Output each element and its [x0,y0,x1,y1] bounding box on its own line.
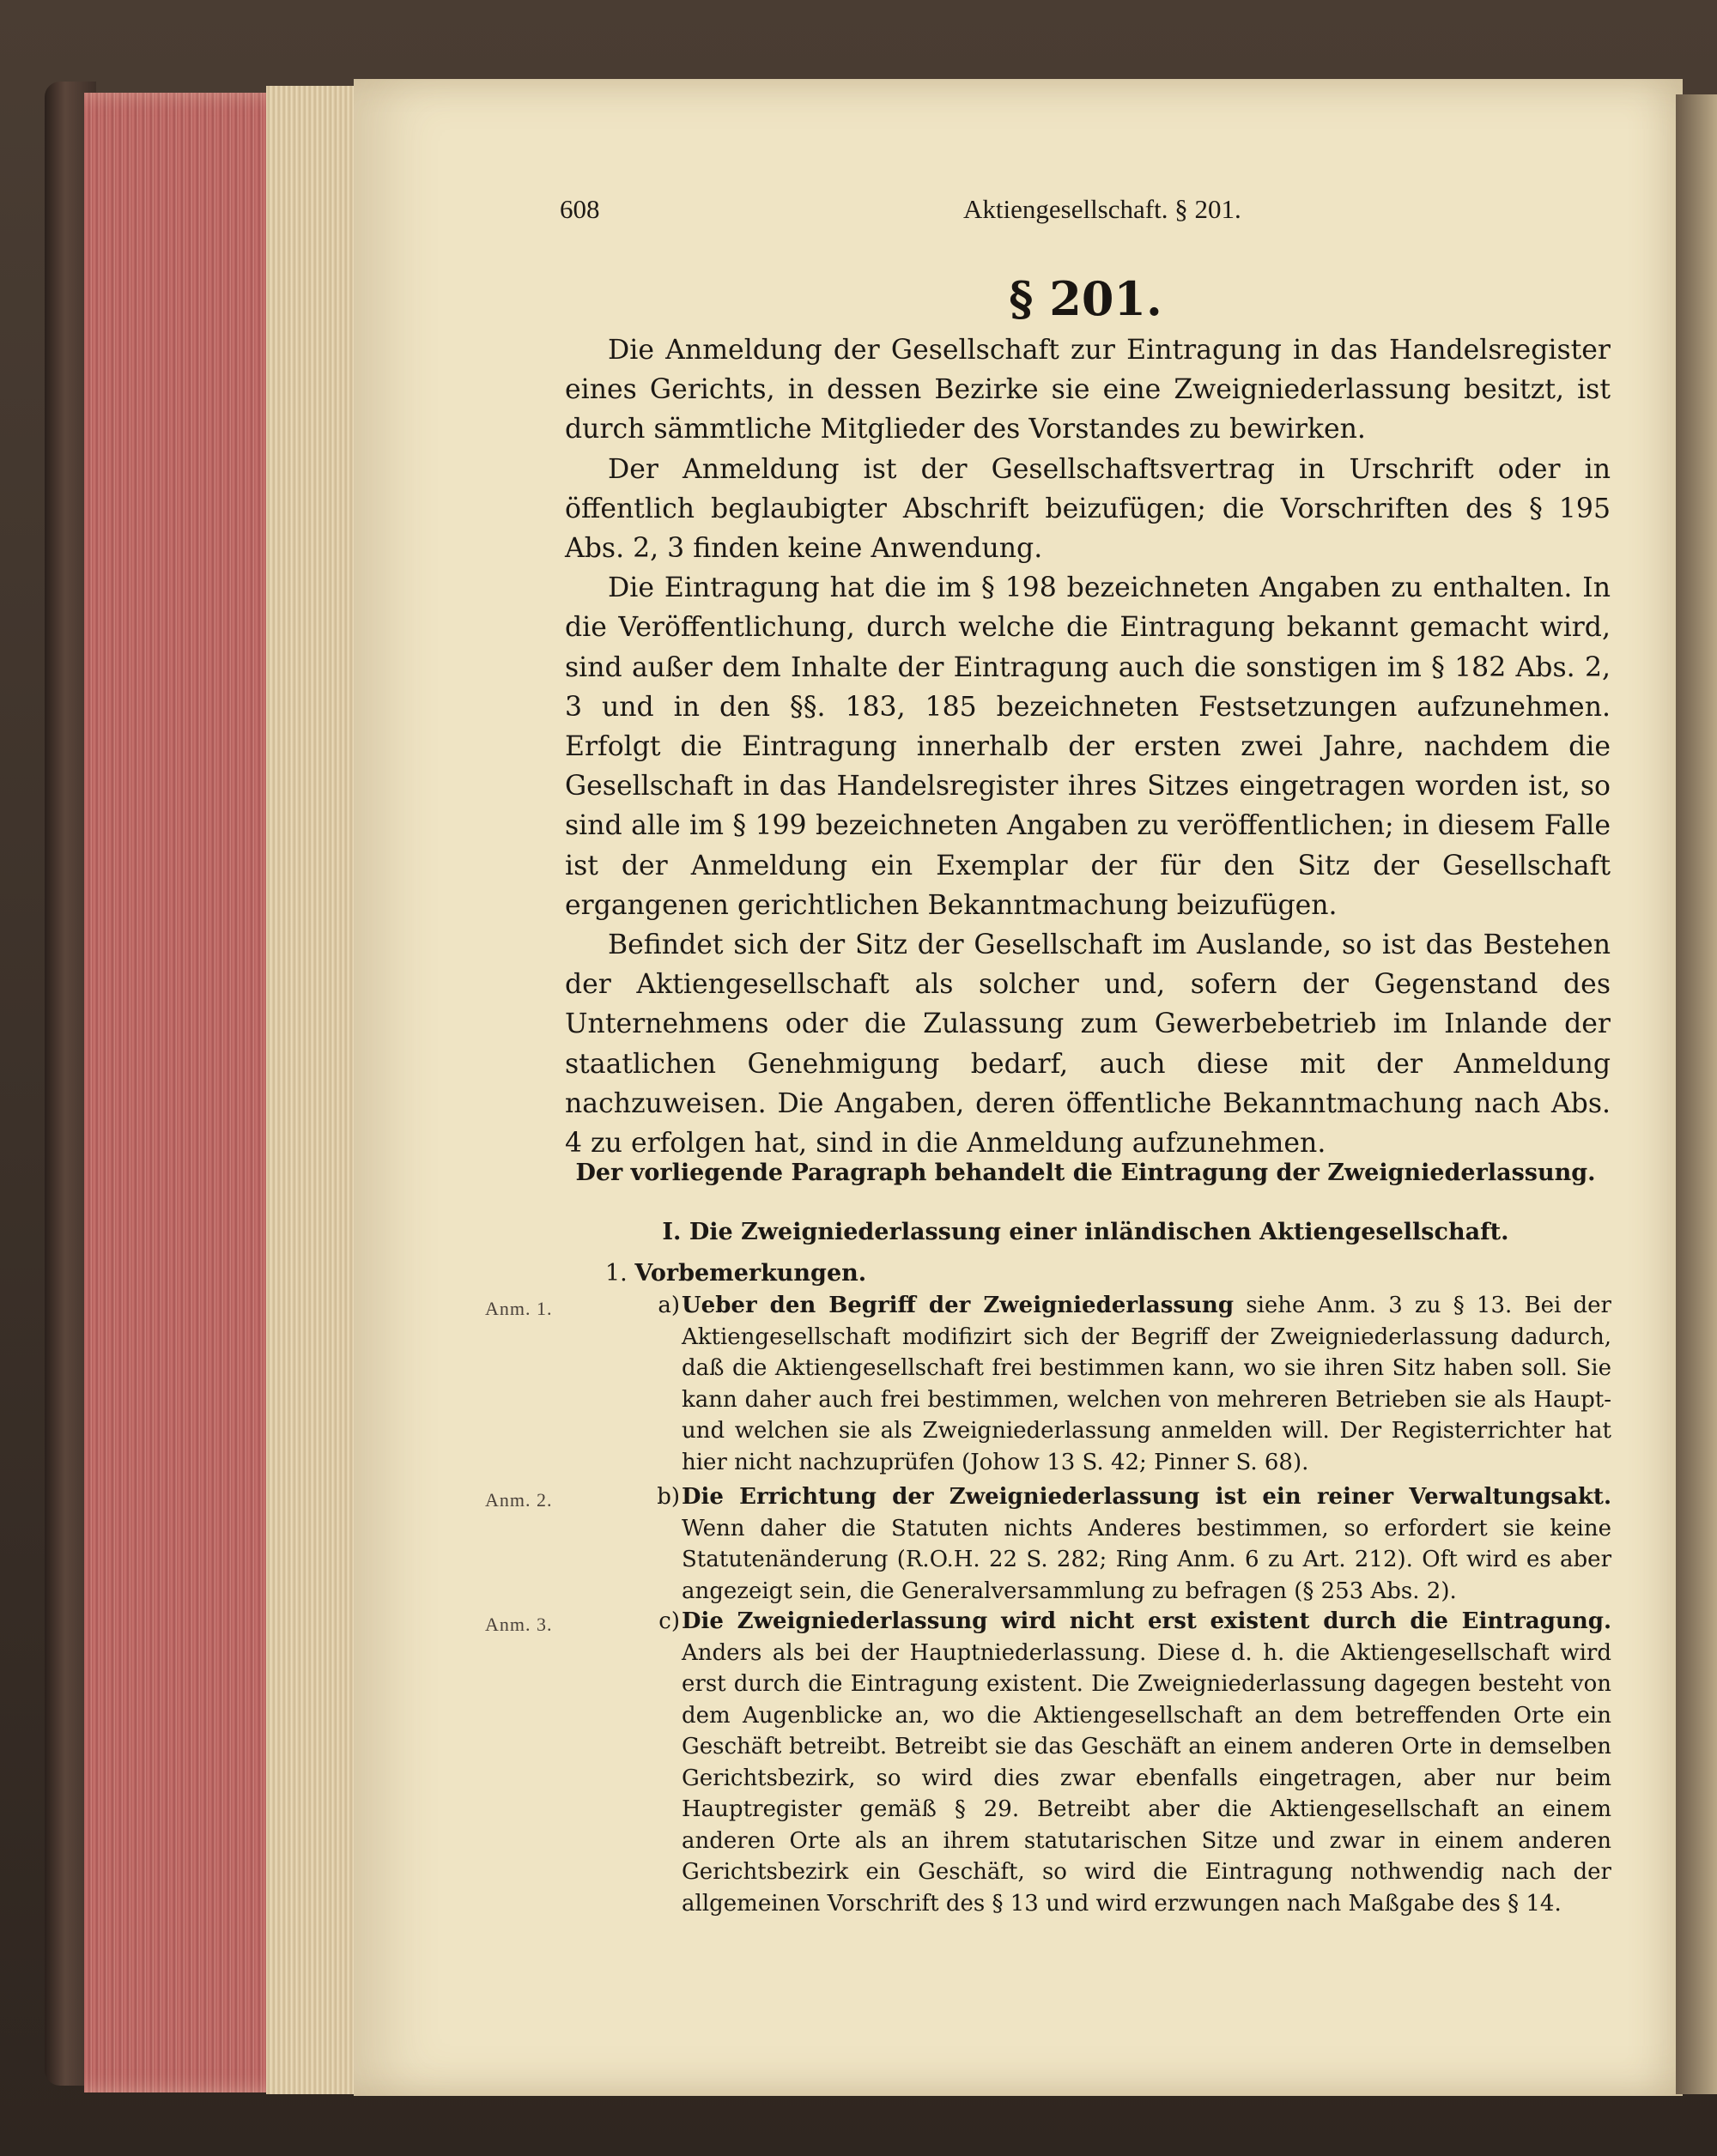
note-c-lead: Die Zweigniederlassung wird nicht erst existent durch die Eintragung. [682,1608,1611,1634]
note-c-text: Anders als bei der Hauptniederlassung. Diese d. h. die Aktiengesellschaft wird erst durch die Eintragung existent. Die Zweigniederlassung dagegen besteht von dem Augenblicke an, wo die Aktiengesellschaft an dem betreffenden Orte ein Geschäft betreibt. Betreibt sie das Geschäft an einem anderen Orte in demselben Gerichtsbezirk, so wird dies zwar ebenfalls eingetragen, aber nur beim Hauptregister gemäß § 29. Betreibt aber die Aktiengesellschaft an einem anderen Orte als an ihrem statutarischen Sitze und zwar in einem anderen Gerichtsbezirk ein Geschäft, so wird die Eintragung nothwendig nach der allgemeinen Vorschrift des § 13 und wird erzwungen nach Maßgabe des § 14. [682,1639,1611,1917]
note-a-text: siehe Anm. 3 zu § 13. Bei der Aktiengesellschaft modifizirt sich der Begriff der Zweigniederlassung dadurch, daß die Aktiengesellschaft frei bestimmen kann, wo sie ihren Sitz haben soll. Sie kann daher auch frei bestimmen, welchen von mehreren Betrieben sie als Haupt- und welchen sie als Zweigniederlassung anmelden will. Der Registerrichter hat hier nicht nachzuprüfen (Johow 13 S. 42; Pinner S. 68). [682,1293,1611,1475]
margin-note-1: Anm. 1. [485,1298,553,1319]
page-number: 608 [560,194,600,224]
note-b [560,1481,1611,1610]
note-c-letter: c) [658,1608,680,1634]
section-title: § 201. [1009,271,1162,326]
commentary-subheading [605,1260,866,1287]
note-b-letter: b) [657,1484,680,1510]
margin-note-3: Anm. 3. [485,1614,553,1635]
page-edges-light [266,86,361,2094]
commentary-summary: Der vorliegende Paragraph behandelt die Eintragung der Zweigniederlassung. [575,1160,1596,1186]
note-b-body [682,1481,1611,1607]
statute-text [565,330,1611,1163]
statute-paragraph-4: Befindet sich der Sitz der Gesellschaft im Auslande, so ist das Bestehen der Aktiengesellschaft als solcher und, sofern der Gegenstand des Unternehmens oder die Zulassung zum Gewerbebetrieb im Inlande der staatlichen Genehmigung bedarf, auch diese mit der Anmeldung nachzuweisen. Die Angaben, deren öffentliche Bekanntmachung nach Abs. 4 zu erfolgen hat, sind in die Anmeldung aufzunehmen. [565,930,1611,1160]
commentary-heading: I. Die Zweigniederlassung einer inländischen Aktiengesellschaft. [662,1219,1509,1245]
note-a-body [682,1290,1611,1478]
note-c [560,1606,1611,1915]
note-c-body [682,1606,1611,1919]
note-a [560,1290,1611,1479]
statute-paragraph-1: Die Anmeldung der Gesellschaft zur Eintragung in das Handelsregister eines Gerichts, in dessen Bezirke sie eine Zweigniederlassung besitzt, ist durch sämmtliche Mitglieder des Vorstandes zu bewirken. [565,335,1611,445]
facing-page-edge [1676,94,1717,2094]
running-title: Aktiengesellschaft. § 201. [963,194,1241,224]
note-a-letter: a) [658,1293,680,1318]
margin-note-2: Anm. 2. [485,1489,553,1511]
statute-paragraph-3: Die Eintragung hat die im § 198 bezeichneten Angaben zu enthalten. In die Veröffentlichung, durch welche die Eintragung bekannt gemacht wird, sind außer dem Inhalte der Eintragung auch die sonstigen im § 182 Abs. 2, 3 und in den §§. 183, 185 bezeichneten Festsetzungen aufzunehmen. Erfolgt die Eintragung innerhalb der ersten zwei Jahre, nachdem die Gesellschaft in das Handelsregister ihres Sitzes eingetragen worden ist, so sind alle im § 199 bezeichneten Angaben zu veröffentlichen; in diesem Falle ist der Anmeldung ein Exemplar der für den Sitz der Gesellschaft ergangenen gerichtlichen Bekanntmachung beizufügen. [565,572,1611,921]
statute-paragraph-2: Der Anmeldung ist der Gesellschaftsvertrag in Urschrift oder in öffentlich beglaubigter Abschrift beizufügen; die Vorschriften des § 195 Abs. 2, 3 finden keine Anwendung. [565,453,1611,565]
note-b-lead: Die Errichtung der Zweigniederlassung ist ein reiner Verwaltungsakt. [682,1484,1611,1510]
note-b-text: Wenn daher die Statuten nichts Anderes bestimmen, so erfordert sie keine Statutenänderung (R.O.H. 22 S. 282; Ring Anm. 6 zu Art. 212). Oft wird es aber angezeigt sein, die Generalversammlung zu befragen (§ 253 Abs. 2). [682,1515,1611,1604]
subheading-number: 1. [605,1260,628,1287]
subheading-text: Vorbemerkungen. [634,1260,867,1287]
note-a-lead: Ueber den Begriff der Zweigniederlassung [682,1293,1235,1318]
running-header [560,194,1611,228]
